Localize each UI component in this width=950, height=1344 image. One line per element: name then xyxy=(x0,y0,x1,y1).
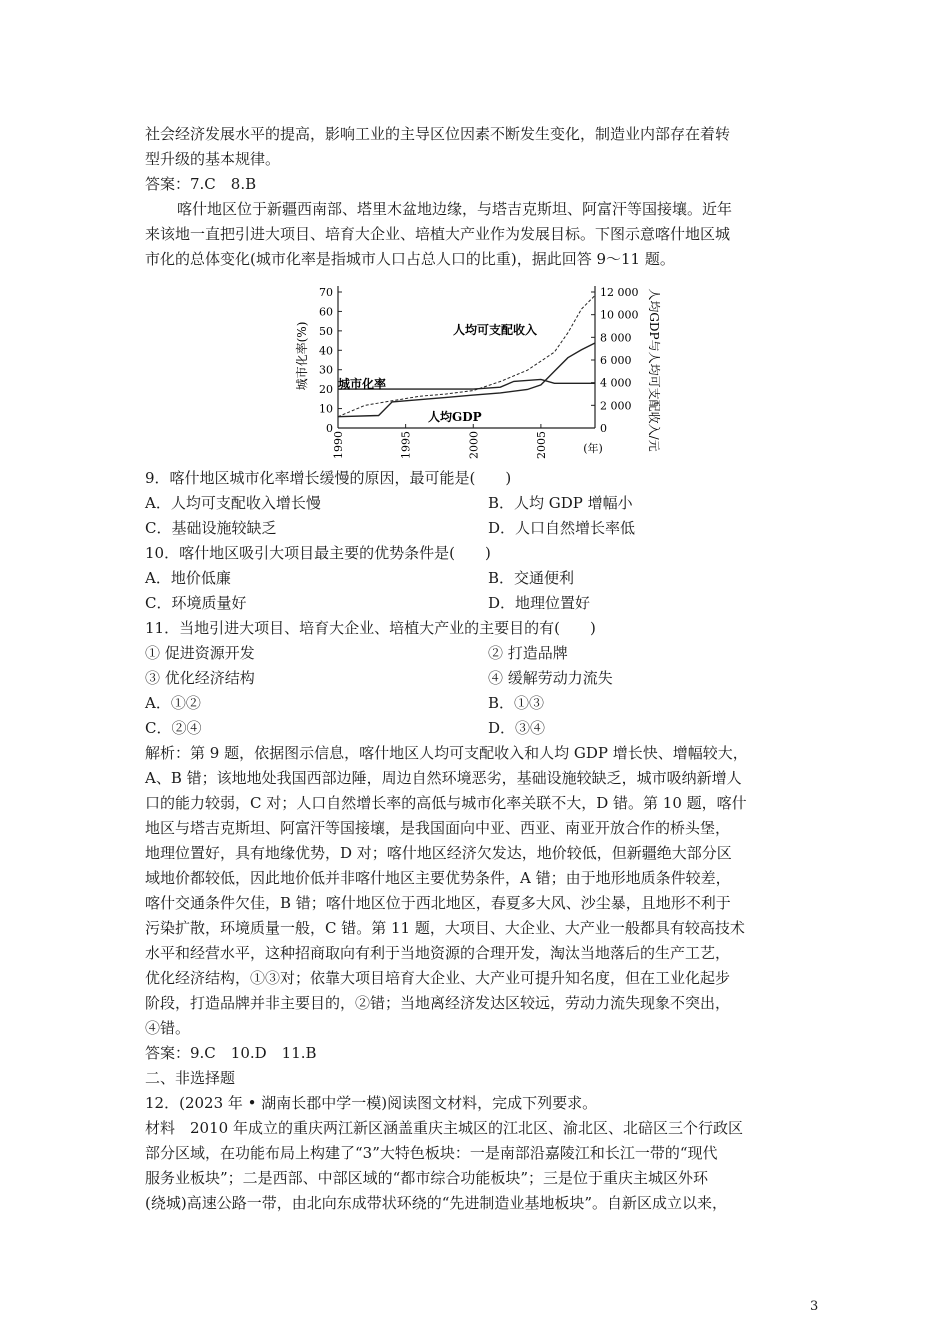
analysis-line: 域地价都较低，因此地价低并非喀什地区主要优势条件，A 错；由于地形地质条件较差， xyxy=(145,869,731,887)
question-9-option-a: A．人均可支配收入增长慢 xyxy=(145,494,321,512)
y-left-tick-label: 70 xyxy=(319,286,333,299)
question-9-option-c: C．基础设施较缺乏 xyxy=(145,519,277,537)
material-line: (绕城)高速公路一带，由北向东成带状环绕的“先进制造业基地板块”。自新区成立以来， xyxy=(145,1194,728,1212)
question-11-option-d: D．③④ xyxy=(488,719,546,737)
question-11-item-4: ④ 缓解劳动力流失 xyxy=(488,669,613,687)
question-11-item-2: ② 打造品牌 xyxy=(488,644,568,662)
question-10-option-d: D．地理位置好 xyxy=(488,594,591,612)
material-line: 部分区域，在功能布局上构建了“3”大特色板块：一是南部沿嘉陵江和长江一带的“现代 xyxy=(145,1144,718,1162)
intro-line: 市化的总体变化(城市化率是指城市人口占总人口的比重)，据此回答 9～11 题。 xyxy=(145,250,675,268)
y-left-tick-label: 60 xyxy=(319,305,333,319)
question-9-option-b: B．人均 GDP 增幅小 xyxy=(488,494,633,512)
analysis-line: 阶段，打造品牌并非主要目的，②错；当地离经济发达区较远，劳动力流失现象不突出， xyxy=(145,994,731,1012)
analysis-line: A、B 错；该地地处我国西部边陲，周边自然环境恶劣，基础设施较缺乏，城市吸纳新增人 xyxy=(145,769,742,787)
question-11-option-b: B．①③ xyxy=(488,694,545,712)
y-left-tick-label: 20 xyxy=(319,383,333,397)
chart-series xyxy=(338,295,595,416)
question-9-stem: 9．喀什地区城市化率增长缓慢的原因，最可能是( ) xyxy=(145,469,512,487)
y-right-tick-label: 4 000 xyxy=(600,376,632,390)
analysis-line: 优化经济结构，①③对；依靠大项目培育大企业、大产业可提升知名度，但在工业化起步 xyxy=(145,969,731,987)
answer-line: 答案：9.C 10.D 11.B xyxy=(145,1044,317,1062)
x-tick-label: 1995 xyxy=(399,431,413,459)
question-12-stem: 12．(2023 年 • 湖南长郡中学一模)阅读图文材料，完成下列要求。 xyxy=(145,1094,598,1112)
y-left-tick-label: 30 xyxy=(319,363,333,377)
question-10-option-c: C．环境质量好 xyxy=(145,594,247,612)
analysis-line: 喀什交通条件欠佳，B 错；喀什地区位于西北地区，春夏多大风、沙尘暴，且地形不利于 xyxy=(145,894,731,912)
x-tick-label: 1990 xyxy=(332,431,345,459)
y-right-tick-label: 12 000 xyxy=(600,286,639,299)
urbanization-chart xyxy=(290,280,670,460)
y-right-tick-label: 10 000 xyxy=(600,308,639,322)
analysis-line: ④错。 xyxy=(145,1019,191,1037)
x-tick-label: 2005 xyxy=(534,431,548,459)
chart-axes xyxy=(338,286,595,428)
question-10-option-a: A．地价低廉 xyxy=(145,569,231,587)
y-left-tick-label: 0 xyxy=(326,422,333,435)
right-axis-ticks xyxy=(591,286,639,435)
y-right-tick-label: 0 xyxy=(600,422,607,435)
series-label-income: 人均可支配收入 xyxy=(453,323,538,337)
analysis-line: 口的能力较弱，C 对；人口自然增长率的高低与城市化率关联不大，D 错。第 10 题，喀什 xyxy=(145,794,747,812)
material-line: 材料 2010 年成立的重庆两江新区涵盖重庆主城区的江北区、渝北区、北碚区三个行政区 xyxy=(145,1119,743,1137)
x-axis-ticks xyxy=(332,424,548,459)
question-10-option-b: B．交通便利 xyxy=(488,569,575,587)
page-number: 3 xyxy=(810,1299,819,1314)
question-10-stem: 10．喀什地区吸引大项目最主要的优势条件是( ) xyxy=(145,544,491,562)
question-11-option-c: C．②④ xyxy=(145,719,202,737)
intro-line: 来该地一直把引进大项目、培育大企业、培植大产业作为发展目标。下图示意喀什地区城 xyxy=(145,225,731,243)
series-label-urbanization: 城市化率 xyxy=(338,377,387,391)
analysis-line: 地区与塔吉克斯坦、阿富汗等国接壤，是我国面向中亚、西亚、南亚开放合作的桥头堡， xyxy=(145,819,731,837)
x-axis-label: (年) xyxy=(583,442,603,455)
analysis-line: 污染扩散，环境质量一般，C 错。第 11 题，大项目、大企业、大产业一般都具有较高技术 xyxy=(145,919,745,937)
y-left-tick-label: 40 xyxy=(319,344,333,358)
y-right-tick-label: 8 000 xyxy=(600,331,632,345)
intro-line: 喀什地区位于新疆西南部、塔里木盆地边缘，与塔吉克斯坦、阿富汗等国接壤。近年 xyxy=(177,200,733,218)
y-left-tick-label: 50 xyxy=(319,324,333,338)
y-right-tick-label: 2 000 xyxy=(600,399,632,413)
question-11-option-a: A．①② xyxy=(145,694,201,712)
analysis-line: 水平和经营水平，这种招商取向有利于当地资源的合理开发，淘汰当地落后的生产工艺， xyxy=(145,944,731,962)
question-11-item-1: ① 促进资源开发 xyxy=(145,644,255,662)
paragraph-line: 型升级的基本规律。 xyxy=(145,150,281,168)
analysis-line: 地理位置好，具有地缘优势，D 对；喀什地区经济欠发达，地价较低，但新疆绝大部分区 xyxy=(145,844,732,862)
material-line: 服务业板块”；二是西部、中部区域的“都市综合功能板块”；三是位于重庆主城区外环 xyxy=(145,1169,709,1187)
series-label-gdp: 人均GDP xyxy=(428,410,482,424)
x-tick-label: 2000 xyxy=(467,431,481,459)
section-heading: 二、非选择题 xyxy=(145,1069,236,1087)
analysis-line: 解析：第 9 题，依据图示信息，喀什地区人均可支配收入和人均 GDP 增长快、增幅较大， xyxy=(145,744,748,762)
paragraph-line: 社会经济发展水平的提高，影响工业的主导区位因素不断发生变化，制造业内部存在着转 xyxy=(145,125,731,143)
question-11-item-3: ③ 优化经济结构 xyxy=(145,669,255,687)
question-11-stem: 11．当地引进大项目、培育大企业、培植大产业的主要目的有( ) xyxy=(145,619,596,637)
y-right-axis-label: 人均GDP与人均可支配收入/元 xyxy=(647,288,661,452)
y-left-tick-label: 10 xyxy=(319,402,333,416)
answer-line: 答案：7.C 8.B xyxy=(145,175,257,193)
question-9-option-d: D．人口自然增长率低 xyxy=(488,519,636,537)
series-line-1 xyxy=(338,295,595,416)
y-left-axis-label: 城市化率(%) xyxy=(295,321,309,391)
y-right-tick-label: 6 000 xyxy=(600,354,632,367)
